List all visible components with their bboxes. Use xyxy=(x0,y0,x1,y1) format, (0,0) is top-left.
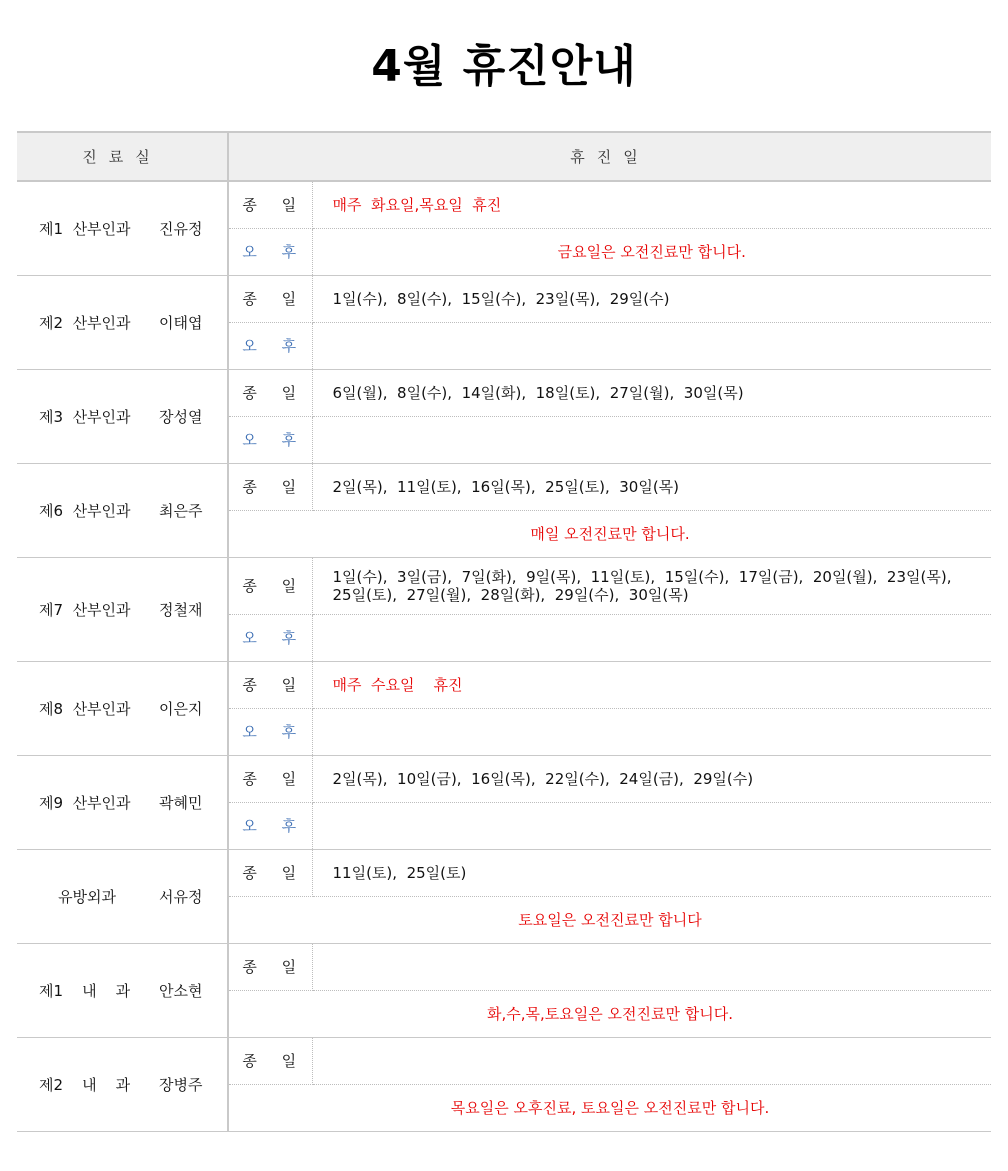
clinic-name: 제2 산부인과 xyxy=(39,313,131,332)
afternoon-value xyxy=(312,802,991,849)
clinic-cell xyxy=(17,849,228,943)
clinic-name: 제1 산부인과 xyxy=(39,219,131,238)
full-day-label: 종 일 xyxy=(228,755,312,802)
full-day-label: 종 일 xyxy=(228,181,312,228)
clinic-name: 제9 산부인과 xyxy=(39,793,131,812)
clinic-name: 제2 내 과 xyxy=(39,1075,131,1094)
doctor-name: 진유정 xyxy=(159,219,203,238)
doctor-name: 최은주 xyxy=(159,501,203,520)
page-title: 4월 휴진안내 xyxy=(371,41,637,92)
afternoon-label: 오 후 xyxy=(228,802,312,849)
full-day-value: 1일(수), 3일(금), 7일(화), 9일(목), 11일(토), 15일(수), 17일(금), 20일(월), 23일(목), 25일(토), 27일(월), 28일(화), 29일(수), 30일(목) xyxy=(312,557,991,614)
clinic-note: 토요일은 오전진료만 합니다 xyxy=(228,896,991,943)
clinic-name: 제7 산부인과 xyxy=(39,600,131,619)
clinic-name: 제6 산부인과 xyxy=(39,501,131,520)
clinic-note: 목요일은 오후진료, 토요일은 오전진료만 합니다. xyxy=(228,1084,991,1131)
full-day-value xyxy=(312,943,991,990)
afternoon-value xyxy=(312,322,991,369)
afternoon-label: 오 후 xyxy=(228,708,312,755)
full-day-value: 1일(수), 8일(수), 15일(수), 23일(목), 29일(수) xyxy=(312,275,991,322)
afternoon-value xyxy=(312,614,991,661)
full-day-value: 6일(월), 8일(수), 14일(화), 18일(토), 27일(월), 30일(목) xyxy=(312,369,991,416)
clinic-cell xyxy=(17,755,228,849)
clinic-name: 제3 산부인과 xyxy=(39,407,131,426)
doctor-name: 장병주 xyxy=(159,1075,203,1094)
full-day-value: 2일(목), 10일(금), 16일(목), 22일(수), 24일(금), 29일(수) xyxy=(312,755,991,802)
closure-schedule-table xyxy=(17,131,991,1132)
clinic-cell xyxy=(17,181,228,275)
doctor-name: 장성열 xyxy=(159,407,203,426)
full-day-value: 2일(목), 11일(토), 16일(목), 25일(토), 30일(목) xyxy=(312,463,991,510)
clinic-cell xyxy=(17,943,228,1037)
full-day-label: 종 일 xyxy=(228,849,312,896)
table-row xyxy=(17,661,991,708)
clinic-cell xyxy=(17,463,228,557)
full-day-value: 11일(토), 25일(토) xyxy=(312,849,991,896)
table-row xyxy=(17,943,991,990)
table-header-row xyxy=(17,132,991,181)
table-row xyxy=(17,849,991,896)
doctor-name: 서유정 xyxy=(159,887,203,906)
full-day-label: 종 일 xyxy=(228,369,312,416)
afternoon-value xyxy=(312,708,991,755)
table-row xyxy=(17,369,991,416)
clinic-cell xyxy=(17,369,228,463)
doctor-name: 이태엽 xyxy=(159,313,203,332)
clinic-cell xyxy=(17,1037,228,1131)
doctor-name: 안소현 xyxy=(159,981,203,1000)
afternoon-label: 오 후 xyxy=(228,322,312,369)
afternoon-label: 오 후 xyxy=(228,416,312,463)
clinic-name: 제1 내 과 xyxy=(39,981,131,1000)
table-row xyxy=(17,463,991,510)
full-day-label: 종 일 xyxy=(228,557,312,614)
afternoon-value xyxy=(312,416,991,463)
clinic-cell xyxy=(17,557,228,661)
full-day-value xyxy=(312,1037,991,1084)
afternoon-label: 오 후 xyxy=(228,228,312,275)
full-day-label: 종 일 xyxy=(228,1037,312,1084)
afternoon-value: 금요일은 오전진료만 합니다. xyxy=(312,228,991,275)
clinic-cell xyxy=(17,661,228,755)
full-day-value: 매주 화요일,목요일 휴진 xyxy=(312,181,991,228)
afternoon-label: 오 후 xyxy=(228,614,312,661)
full-day-value: 매주 수요일 휴진 xyxy=(312,661,991,708)
doctor-name: 이은지 xyxy=(159,699,203,718)
clinic-name: 유방외과 xyxy=(39,887,117,906)
header-clinic: 진료실 xyxy=(17,132,228,181)
table-row xyxy=(17,557,991,614)
clinic-note: 화,수,목,토요일은 오전진료만 합니다. xyxy=(228,990,991,1037)
table-row xyxy=(17,275,991,322)
clinic-cell xyxy=(17,275,228,369)
header-closed-days: 휴진일 xyxy=(228,132,991,181)
full-day-label: 종 일 xyxy=(228,463,312,510)
clinic-name: 제8 산부인과 xyxy=(39,699,131,718)
full-day-label: 종 일 xyxy=(228,943,312,990)
clinic-note: 매일 오전진료만 합니다. xyxy=(228,510,991,557)
table-row xyxy=(17,181,991,228)
full-day-label: 종 일 xyxy=(228,275,312,322)
table-row xyxy=(17,1037,991,1084)
doctor-name: 곽혜민 xyxy=(159,793,203,812)
full-day-label: 종 일 xyxy=(228,661,312,708)
table-row xyxy=(17,755,991,802)
doctor-name: 정철재 xyxy=(159,600,203,619)
